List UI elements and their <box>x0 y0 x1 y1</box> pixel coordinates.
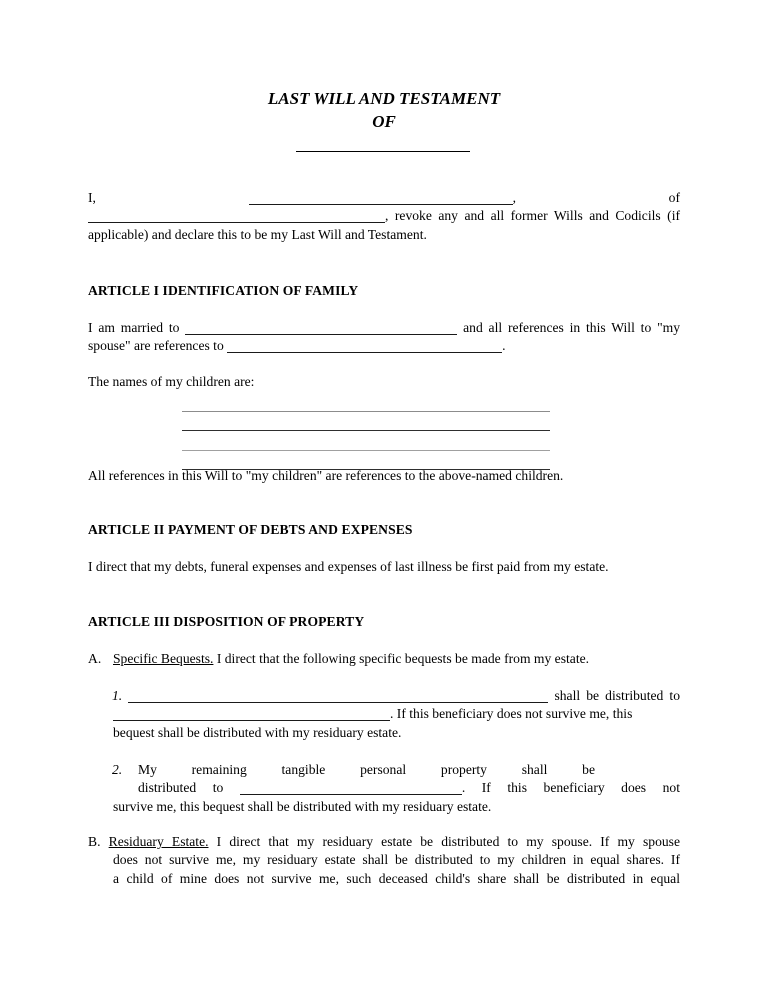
married-text-post: and all references in this Will to "my <box>463 320 680 335</box>
document-title-line2: OF <box>372 112 396 131</box>
married-text-pre: I am married to <box>88 320 180 335</box>
spouse-ref-text-pre: spouse" are references to <box>88 338 224 354</box>
item2-line2-text: . If this beneficiary does not <box>461 780 681 796</box>
intro-of: of <box>668 190 680 205</box>
children-name-fields <box>182 392 550 470</box>
bequest2-beneficiary-blank-field[interactable] <box>240 781 462 795</box>
child-name-blank-field[interactable] <box>182 392 550 412</box>
child-name-blank-field[interactable] <box>182 412 550 432</box>
article1-heading: ARTICLE I IDENTIFICATION OF FAMILY <box>88 283 359 298</box>
section-b-title: Residuary Estate. <box>108 834 209 849</box>
document-title-line1: LAST WILL AND TESTAMENT <box>267 89 501 108</box>
bequest-item-1 <box>112 687 680 742</box>
section-a-label: A. <box>88 651 102 666</box>
article2-heading: ARTICLE II PAYMENT OF DEBTS AND EXPENSES <box>88 522 413 537</box>
intro-comma: , <box>512 190 516 205</box>
bequest1-beneficiary-blank-field[interactable] <box>113 707 390 721</box>
specific-bequests-paragraph <box>88 650 680 668</box>
spouse-name-blank-field[interactable] <box>185 321 457 335</box>
testator-name-blank-field[interactable] <box>296 151 470 152</box>
marriage-paragraph <box>88 319 680 356</box>
bequest1-property-blank-field[interactable] <box>128 689 548 703</box>
children-intro-text: The names of my children are: <box>88 374 255 389</box>
children-note-text: All references in this Will to "my children" are references to the above-named children. <box>88 467 564 483</box>
document-title <box>0 87 768 133</box>
spouse-ref-blank-field[interactable] <box>227 339 502 353</box>
item2-line3-text: survive me, this bequest shall be distributed with my residuary estate. <box>113 798 492 814</box>
section-b-label: B. <box>88 834 101 849</box>
item2-number: 2. <box>112 762 123 777</box>
child-name-blank-field[interactable] <box>182 431 550 451</box>
bequest-item-2 <box>112 761 680 816</box>
section-a-text: I direct that the following specific bequests be made from my estate. <box>216 651 590 666</box>
item2-line1-text: My remaining tangible personal property shall be <box>138 762 595 777</box>
article3-heading: ARTICLE III DISPOSITION OF PROPERTY <box>88 614 365 629</box>
intro-line3-text: applicable) and declare this to be my Last Will and Testament. <box>88 226 427 242</box>
residence-blank-field[interactable] <box>88 209 385 223</box>
opening-paragraph <box>88 189 680 244</box>
residuary-estate-paragraph <box>88 833 680 888</box>
item1-number: 1. <box>112 688 123 703</box>
item2-line2-word1: distributed <box>138 780 197 796</box>
item2-line2-word2: to <box>212 780 224 796</box>
section-b-line2-text: does not survive me, my residuary estate shall be distributed to my children in equal shares. If <box>113 852 680 868</box>
testator-name-blank-field[interactable] <box>249 191 513 205</box>
intro-line2-text: , revoke any and all former Wills and Codicils (if <box>385 208 680 224</box>
section-b-line3-text: a child of mine does not survive me, such deceased child's share shall be distributed in equal <box>113 870 680 886</box>
debts-paragraph: I direct that my debts, funeral expenses and expenses of last illness be first paid from my estate. <box>88 559 609 574</box>
intro-i: I, <box>88 190 96 205</box>
spouse-ref-period: . <box>502 338 506 354</box>
section-a-title: Specific Bequests. <box>113 651 214 666</box>
item1-line2-text: . If this beneficiary does not survive me, this <box>390 706 633 722</box>
item1-line1-text: shall be distributed to <box>554 688 681 703</box>
section-b-line1-text: I direct that my residuary estate be distributed to my spouse. If my spouse <box>216 834 680 849</box>
item1-line3-text: bequest shall be distributed with my residuary estate. <box>113 724 402 740</box>
